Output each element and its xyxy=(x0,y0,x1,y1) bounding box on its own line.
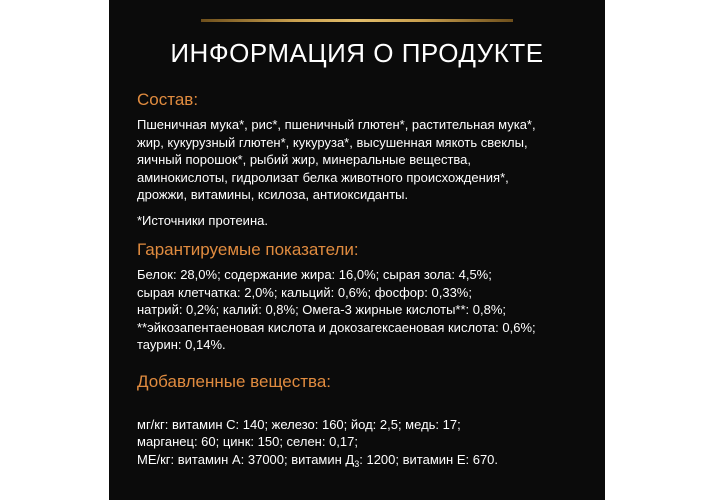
gold-divider xyxy=(201,19,513,22)
composition-heading: Состав: xyxy=(137,90,199,109)
added-heading: Добавленные вещества: xyxy=(137,372,331,391)
added-line-3 xyxy=(137,451,597,474)
guaranteed-heading: Гарантируемые показатели: xyxy=(137,240,359,259)
added-line-2: марганец: 60; цинк: 150; селен: 0,17; xyxy=(137,434,358,449)
composition-note: *Источники протеина. xyxy=(137,212,268,228)
added-text xyxy=(137,398,597,491)
composition-section xyxy=(137,90,597,229)
added-line-3-suffix: : 1200; витамин Е: 670. xyxy=(359,451,499,467)
composition-text: Пшеничная мука*, рис*, пшеничный глютен*, растительная мука*, жир, кукурузный глютен*, кукуруза*, высушенная мякоть свеклы, яичный порошок*, рыбий жир, минеральные вещества, аминокислоты, гидролизат белка животного происхождения*, дрожжи, витамины, ксилоза, антиоксиданты. xyxy=(137,117,536,202)
product-info-card xyxy=(109,0,605,500)
added-line-3-prefix: МЕ/кг: витамин А: 37000; витамин Д xyxy=(137,451,355,467)
vitamin-d-subscript: 3 xyxy=(354,458,360,469)
guaranteed-text: Белок: 28,0%; содержание жира: 16,0%; сырая зола: 4,5%; сырая клетчатка: 2,0%; кальций: 0,6%; фосфор: 0,33%; натрий: 0,2%; калий: 0,8%; Омега-3 жирные кислоты**: 0,8%; **эйкозапентаеновая кислота и докозагексаеновая кислота: 0,6%; таурин: 0,14%. xyxy=(137,267,536,352)
added-section xyxy=(137,372,597,491)
added-line-1: мг/кг: витамин С: 140; железо: 160; йод: 2,5; медь: 17; xyxy=(137,416,461,432)
guaranteed-section xyxy=(137,240,597,354)
page-title: ИНФОРМАЦИЯ О ПРОДУКТЕ xyxy=(170,38,544,68)
